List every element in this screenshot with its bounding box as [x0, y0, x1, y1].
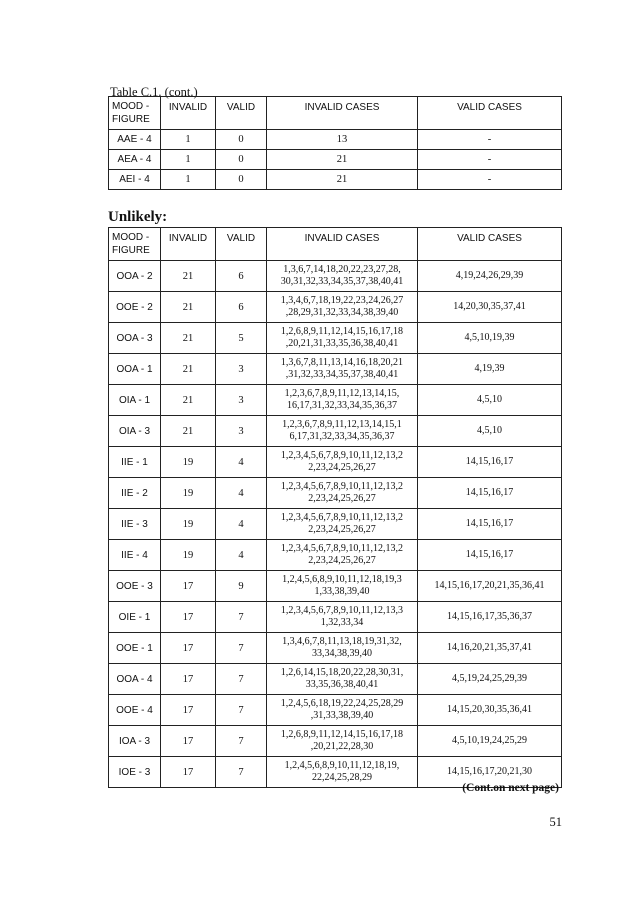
valid-cases-cell: 14,15,16,17,35,36,37: [418, 602, 562, 633]
mood-figure-cell: OOA - 4: [109, 664, 161, 695]
invalid-count-cell: 21: [161, 292, 216, 323]
invalid-cases-cell: [267, 292, 418, 323]
invalid-cases-line-2: 1,33,38,39,40: [314, 586, 370, 597]
valid-count-cell: 4: [216, 509, 267, 540]
header-invalid: INVALID: [161, 228, 216, 261]
invalid-count-cell: 21: [161, 323, 216, 354]
header-invalid: INVALID: [161, 97, 216, 130]
invalid-cases-cell: [267, 664, 418, 695]
valid-cases-cell: 14,15,16,17,20,21,35,36,41: [418, 571, 562, 602]
valid-cases-cell: 14,20,30,35,37,41: [418, 292, 562, 323]
valid-count-cell: 3: [216, 416, 267, 447]
table-row: [109, 292, 562, 323]
invalid-count-cell: 17: [161, 571, 216, 602]
mood-figure-cell: IIE - 1: [109, 447, 161, 478]
invalid-cases-line-2: ,20,21,22,28,30: [310, 741, 374, 752]
invalid-cases-cell: [267, 695, 418, 726]
valid-cases-cell: 14,15,16,17: [418, 447, 562, 478]
mood-figure-cell: OOA - 3: [109, 323, 161, 354]
valid-count-cell: 7: [216, 726, 267, 757]
table-row: [109, 571, 562, 602]
valid-count-cell: 4: [216, 478, 267, 509]
invalid-cases-line-1: 1,2,6,8,9,11,12,14,15,16,17,18: [280, 326, 404, 337]
header-mood-figure: MOOD - FIGURE: [109, 228, 161, 261]
invalid-count-cell: 1: [161, 170, 216, 190]
mood-figure-cell: IIE - 2: [109, 478, 161, 509]
valid-count-cell: 7: [216, 664, 267, 695]
invalid-count-cell: 19: [161, 540, 216, 571]
valid-cases-cell: 4,5,19,24,25,29,39: [418, 664, 562, 695]
mood-figure-cell: IIE - 3: [109, 509, 161, 540]
invalid-cases-cell: [267, 416, 418, 447]
valid-cases-cell: 4,5,10: [418, 416, 562, 447]
invalid-cases-cell: [267, 261, 418, 292]
invalid-cases-line-2: ,31,32,33,34,35,37,38,40,41: [285, 369, 399, 380]
invalid-cases-line-1: 1,2,6,8,9,11,12,14,15,16,17,18: [280, 729, 404, 740]
table-row: [109, 261, 562, 292]
invalid-cases-cell: 13: [267, 130, 418, 150]
mood-figure-cell: OIE - 1: [109, 602, 161, 633]
invalid-cases-line-1: 1,2,3,4,5,6,7,8,9,10,11,12,13,2: [280, 512, 404, 523]
invalid-cases-line-2: 33,35,36,38,40,41: [305, 679, 379, 690]
invalid-cases-cell: 21: [267, 150, 418, 170]
valid-count-cell: 0: [216, 150, 267, 170]
valid-cases-cell: 4,19,39: [418, 354, 562, 385]
table-row: [109, 726, 562, 757]
table-row: [109, 323, 562, 354]
invalid-cases-cell: [267, 540, 418, 571]
section-title-unlikely: Unlikely:: [108, 209, 168, 225]
table-row: [109, 170, 562, 190]
table-row: [109, 633, 562, 664]
valid-cases-cell: 14,15,16,17: [418, 478, 562, 509]
valid-cases-cell: 4,5,10,19,24,25,29: [418, 726, 562, 757]
valid-cases-cell: 4,5,10,19,39: [418, 323, 562, 354]
table-row: [109, 354, 562, 385]
invalid-cases-line-2: 33,34,38,39,40: [312, 648, 372, 659]
invalid-cases-line-2: 2,23,24,25,26,27: [308, 555, 376, 566]
invalid-cases-line-1: 1,2,3,4,5,6,7,8,9,10,11,12,13,3: [280, 605, 404, 616]
invalid-cases-cell: [267, 354, 418, 385]
invalid-cases-line-1: 1,2,3,4,5,6,7,8,9,10,11,12,13,2: [280, 450, 404, 461]
table-row: [109, 478, 562, 509]
invalid-cases-line-1: 1,2,3,4,5,6,7,8,9,10,11,12,13,2: [280, 481, 404, 492]
valid-cases-cell: 14,15,16,17: [418, 509, 562, 540]
mood-figure-cell: IIE - 4: [109, 540, 161, 571]
table-caption: Table C.1. (cont.): [110, 85, 198, 99]
invalid-cases-line-1: 1,2,6,14,15,18,20,22,28,30,31,: [280, 667, 404, 678]
valid-count-cell: 0: [216, 130, 267, 150]
invalid-cases-line-2: 2,23,24,25,26,27: [308, 524, 376, 535]
valid-count-cell: 6: [216, 292, 267, 323]
invalid-cases-cell: [267, 509, 418, 540]
header-valid: VALID: [216, 97, 267, 130]
table-row: [109, 385, 562, 416]
invalid-count-cell: 1: [161, 150, 216, 170]
valid-count-cell: 4: [216, 540, 267, 571]
header-invalid-cases: INVALID CASES: [267, 228, 418, 261]
invalid-count-cell: 19: [161, 447, 216, 478]
mood-figure-cell: AAE - 4: [109, 130, 161, 150]
invalid-cases-line-1: 1,2,4,5,6,8,9,10,11,12,18,19,3: [282, 574, 402, 585]
mood-figure-cell: OOE - 1: [109, 633, 161, 664]
valid-cases-cell: -: [418, 170, 562, 190]
table-unlikely: [108, 227, 562, 788]
invalid-count-cell: 17: [161, 664, 216, 695]
valid-count-cell: 7: [216, 602, 267, 633]
valid-cases-cell: 4,19,24,26,29,39: [418, 261, 562, 292]
header-valid-cases: VALID CASES: [418, 97, 562, 130]
invalid-cases-line-2: 6,17,31,32,33,34,35,36,37: [289, 431, 395, 442]
invalid-cases-line-2: 16,17,31,32,33,34,35,36,37: [287, 400, 397, 411]
header-valid-cases: VALID CASES: [418, 228, 562, 261]
invalid-cases-line-1: 1,2,3,6,7,8,9,11,12,13,14,15,1: [282, 419, 402, 430]
valid-count-cell: 3: [216, 385, 267, 416]
mood-figure-cell: IOE - 3: [109, 757, 161, 788]
table-row: [109, 447, 562, 478]
invalid-cases-line-2: ,28,29,31,32,33,34,38,39,40: [285, 307, 399, 318]
table-row: [109, 602, 562, 633]
mood-figure-cell: OIA - 1: [109, 385, 161, 416]
invalid-count-cell: 21: [161, 354, 216, 385]
invalid-count-cell: 21: [161, 261, 216, 292]
invalid-cases-cell: [267, 323, 418, 354]
invalid-cases-line-1: 1,3,6,7,14,18,20,22,23,27,28,: [283, 264, 401, 275]
table-header-row: [109, 97, 562, 130]
valid-cases-cell: -: [418, 150, 562, 170]
table-row: [109, 509, 562, 540]
table-row: [109, 150, 562, 170]
invalid-cases-cell: [267, 571, 418, 602]
invalid-cases-cell: [267, 726, 418, 757]
valid-cases-cell: 4,5,10: [418, 385, 562, 416]
mood-figure-cell: OIA - 3: [109, 416, 161, 447]
page-number: 51: [549, 815, 562, 829]
valid-cases-cell: 14,16,20,21,35,37,41: [418, 633, 562, 664]
mood-figure-cell: AEA - 4: [109, 150, 161, 170]
mood-figure-cell: IOA - 3: [109, 726, 161, 757]
mood-figure-cell: OOA - 2: [109, 261, 161, 292]
valid-cases-cell: 14,15,16,17: [418, 540, 562, 571]
valid-count-cell: 7: [216, 633, 267, 664]
continued-note: (Cont.on next page): [462, 782, 559, 794]
table-row: [109, 664, 562, 695]
invalid-cases-line-1: 1,2,3,4,5,6,7,8,9,10,11,12,13,2: [280, 543, 404, 554]
valid-count-cell: 7: [216, 695, 267, 726]
valid-count-cell: 9: [216, 571, 267, 602]
invalid-count-cell: 1: [161, 130, 216, 150]
invalid-cases-line-2: 2,23,24,25,26,27: [308, 493, 376, 504]
valid-count-cell: 4: [216, 447, 267, 478]
invalid-count-cell: 21: [161, 416, 216, 447]
invalid-cases-cell: [267, 633, 418, 664]
invalid-cases-line-2: 22,24,25,28,29: [312, 772, 372, 783]
invalid-cases-cell: [267, 447, 418, 478]
invalid-cases-line-2: ,20,21,31,33,35,36,38,40,41: [285, 338, 399, 349]
invalid-count-cell: 19: [161, 509, 216, 540]
mood-figure-cell: OOE - 3: [109, 571, 161, 602]
table-row: [109, 130, 562, 150]
table-header-row: [109, 228, 562, 261]
invalid-count-cell: 17: [161, 695, 216, 726]
header-valid: VALID: [216, 228, 267, 261]
valid-count-cell: 0: [216, 170, 267, 190]
invalid-cases-line-1: 1,2,4,5,6,18,19,22,24,25,28,29: [280, 698, 404, 709]
invalid-count-cell: 17: [161, 633, 216, 664]
invalid-cases-cell: [267, 385, 418, 416]
table-row: [109, 540, 562, 571]
header-invalid-cases: INVALID CASES: [267, 97, 418, 130]
header-mood-figure: MOOD - FIGURE: [109, 97, 161, 130]
invalid-cases-line-2: 2,23,24,25,26,27: [308, 462, 376, 473]
invalid-cases-line-1: 1,3,4,6,7,8,11,13,18,19,31,32,: [282, 636, 402, 647]
valid-count-cell: 3: [216, 354, 267, 385]
valid-cases-cell: 14,15,16,17,20,21,30: [418, 757, 562, 788]
valid-cases-cell: 14,15,20,30,35,36,41: [418, 695, 562, 726]
valid-count-cell: 5: [216, 323, 267, 354]
invalid-cases-cell: [267, 478, 418, 509]
table-c1-cont: [108, 96, 562, 190]
invalid-cases-line-1: 1,3,4,6,7,18,19,22,23,24,26,27: [280, 295, 404, 306]
valid-count-cell: 6: [216, 261, 267, 292]
invalid-cases-cell: [267, 757, 418, 788]
valid-count-cell: 7: [216, 757, 267, 788]
mood-figure-cell: OOE - 2: [109, 292, 161, 323]
table-row: [109, 695, 562, 726]
invalid-cases-line-1: 1,3,6,7,8,11,13,14,16,18,20,21: [280, 357, 404, 368]
invalid-cases-line-1: 1,2,3,6,7,8,9,11,12,13,14,15,: [284, 388, 400, 399]
mood-figure-cell: OOE - 4: [109, 695, 161, 726]
invalid-count-cell: 17: [161, 726, 216, 757]
invalid-cases-line-2: ,31,33,38,39,40: [310, 710, 374, 721]
invalid-cases-line-2: 1,32,33,34: [320, 617, 364, 628]
mood-figure-cell: AEI - 4: [109, 170, 161, 190]
invalid-cases-line-2: 30,31,32,33,34,35,37,38,40,41: [280, 276, 404, 287]
mood-figure-cell: OOA - 1: [109, 354, 161, 385]
invalid-count-cell: 17: [161, 757, 216, 788]
table-row: [109, 416, 562, 447]
invalid-cases-cell: 21: [267, 170, 418, 190]
valid-cases-cell: -: [418, 130, 562, 150]
invalid-cases-line-1: 1,2,4,5,6,8,9,10,11,12,18,19,: [284, 760, 400, 771]
invalid-cases-cell: [267, 602, 418, 633]
invalid-count-cell: 17: [161, 602, 216, 633]
invalid-count-cell: 19: [161, 478, 216, 509]
invalid-count-cell: 21: [161, 385, 216, 416]
